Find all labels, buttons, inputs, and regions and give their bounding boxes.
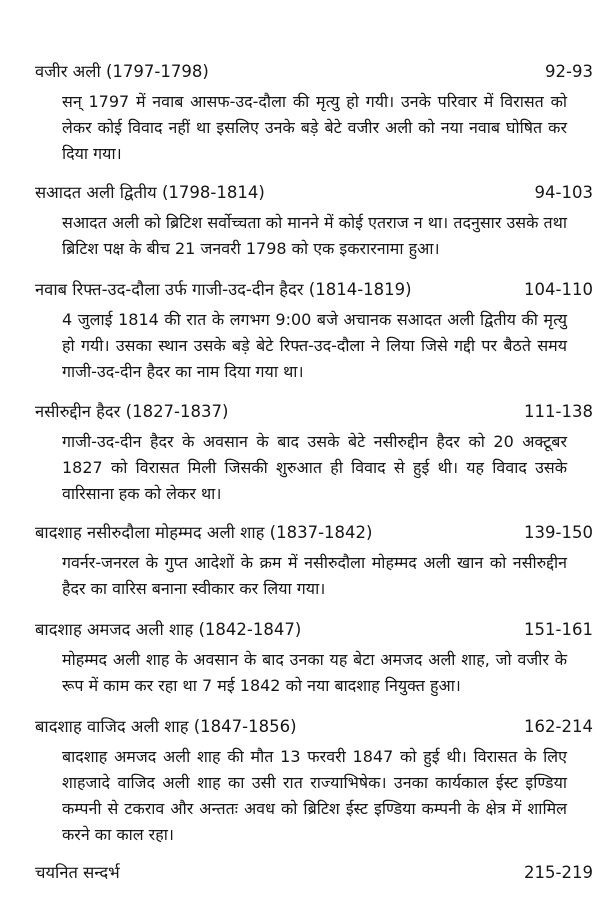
entry-pages: 162-214 [524,717,593,736]
toc-entry [35,180,593,262]
entry-pages: 104-110 [524,280,593,299]
toc-entry [35,277,593,385]
entry-description: गवर्नर-जनरल के गुप्त आदेशों के क्रम में नसीरुदौला मोहम्मद अली खान को नसीरुद्दीन हैदर का वारिस बनाना स्वीकार कर लिया गया। [62,553,567,598]
entry-title: नवाब रिफ्त-उद-दौला उर्फ गाजी-उद-दीन हैदर (1814-1819) [35,280,412,299]
entry-pages: 151-161 [524,620,593,639]
entry-title: चयनित सन्दर्भ [35,863,120,882]
entry-title: सआदत अली द्वितीय (1798-1814) [35,183,265,202]
entry-pages: 92-93 [545,62,593,81]
entry-description: मोहम्मद अली शाह के अवसान के बाद उनका यह बेटा अमजद अली शाह, जो वजीर के रूप में काम कर रहा था 7 मई 1842 को नया बादशाह नियुक्त हुआ। [62,650,567,695]
entry-title: नसीरुद्दीन हैदर (1827-1837) [35,402,229,421]
entry-description: सआदत अली को ब्रिटिश सर्वोच्चता को मानने में कोई एतराज न था। तदनुसार उसके तथा ब्रिटिश पक्ष के बीच 21 जनवरी 1798 को एक इकरारनामा हुआ। [62,213,567,258]
toc-entry [35,714,593,848]
toc-entry [35,860,593,886]
toc-entry [35,59,593,167]
toc-entry [35,617,593,699]
entry-pages: 111-138 [524,402,593,421]
entry-title: बादशाह अमजद अली शाह (1842-1847) [35,620,302,639]
entry-title: बादशाह नसीरुदौला मोहम्मद अली शाह (1837-1842) [35,523,373,542]
entry-description: 4 जुलाई 1814 की रात के लगभग 9:00 बजे अचानक सआदत अली द्वितीय की मृत्यु हो गयी। उसका स्थान उसके बड़े बेटे रिफ्त-उद-दौला ने लिया जिसे गद्दी पर बैठते समय गाजी-उद-दीन हैदर का नाम दिया गया था। [62,310,567,381]
entry-description: सन् 1797 में नवाब आसफ-उद-दौला की मृत्यु हो गयी। उनके परिवार में विरासत को लेकर कोई विवाद नहीं था इसलिए उनके बड़े बेटे वजीर अली को नया नवाब घोषित कर दिया गया। [62,92,567,163]
entry-title: बादशाह वाजिद अली शाह (1847-1856) [35,717,297,736]
entry-description: बादशाह अमजद अली शाह की मौत 13 फरवरी 1847 को हुई थी। विरासत के लिए शाहजादे वाजिद अली शाह का उसी रात राज्याभिषेक। उनका कार्यकाल ईस्ट इण्डिया कम्पनी से टकराव और अन्ततः अवध को ब्रिटिश ईस्ट इण्डिया कम्पनी के क्षेत्र में शामिल करने का काल रहा। [62,747,567,844]
entry-title: वजीर अली (1797-1798) [35,62,209,81]
toc-entry [35,520,593,602]
toc-entry [35,399,593,507]
entry-pages: 94-103 [534,183,593,202]
entry-pages: 215-219 [524,863,593,882]
entry-description: गाजी-उद-दीन हैदर के अवसान के बाद उसके बेटे नसीरुद्दीन हैदर को 20 अक्टूबर 1827 को विरासत मिली जिसकी शुरुआत ही विवाद से हुई थी। यह विवाद उसके वारिसाना हक को लेकर था। [62,432,567,503]
entry-pages: 139-150 [524,523,593,542]
